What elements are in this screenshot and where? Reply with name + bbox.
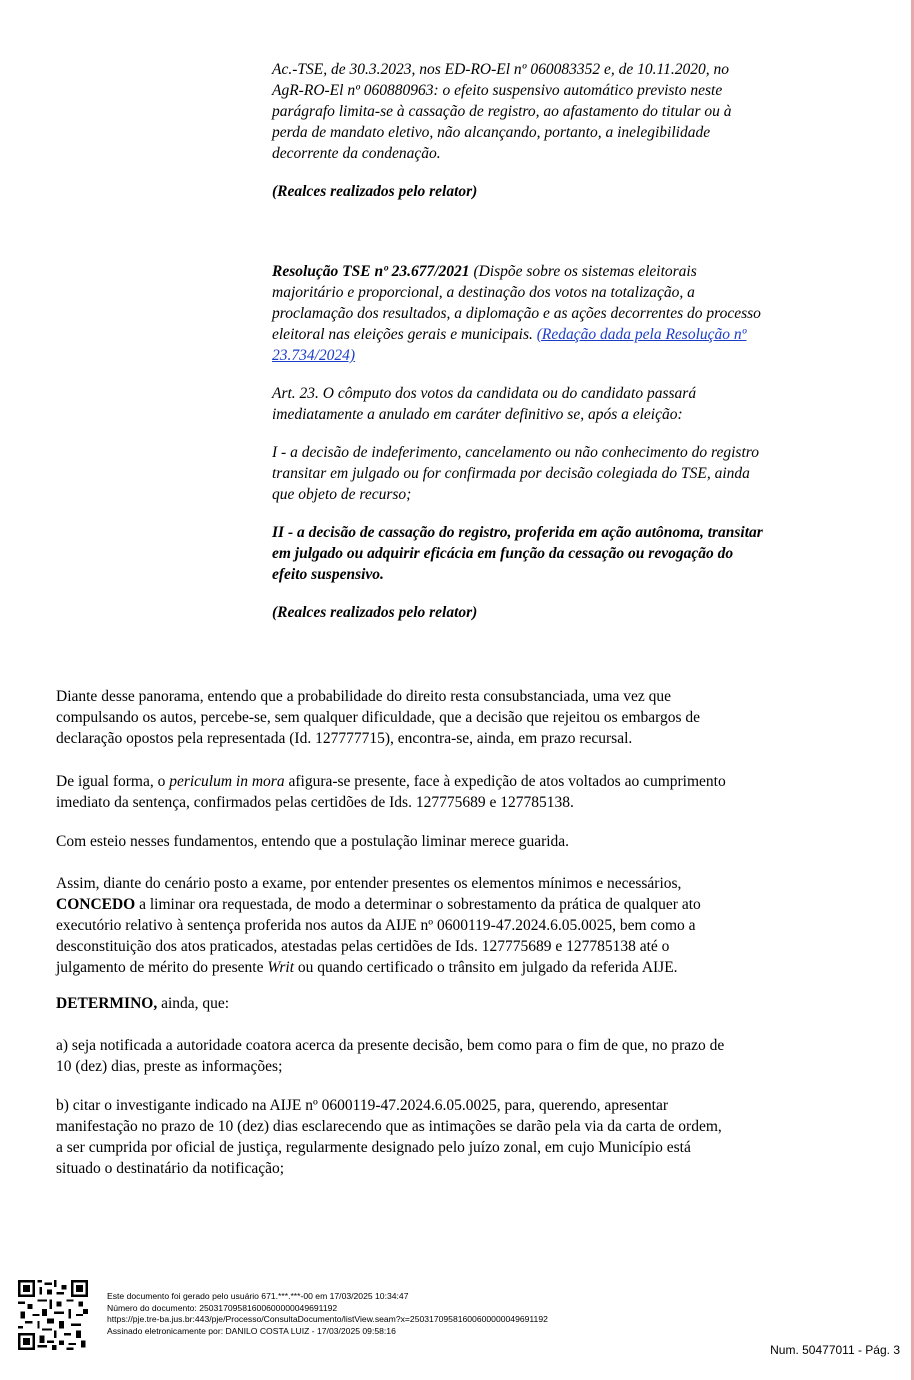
quote-line: perda de mandato eletivo, não alcançando, portanto, a inelegibilidade: [272, 124, 711, 141]
quote-block-resolution: [272, 261, 862, 623]
item-i-line: I - a decisão de indeferimento, cancelamento ou não conhecimento do registro: [272, 444, 759, 461]
art23-line: imediatamente a anulado em caráter definitivo se, após a eleição:: [272, 406, 683, 423]
determino-label: DETERMINO,: [56, 995, 158, 1012]
body-line: [56, 957, 856, 978]
paragraph-item-a: [56, 1035, 856, 1077]
writ-term: Writ: [267, 959, 295, 976]
paragraph-esteio: [56, 831, 856, 852]
body-line: Diante desse panorama, entendo que a probabilidade do direito resta consubstanciada, uma vez que: [56, 688, 672, 705]
item-i-line: que objeto de recurso;: [272, 486, 412, 503]
redacao-link[interactable]: (Redação dada pela Resolução nº: [536, 326, 747, 343]
body-line: 10 (dez) dias, preste as informações;: [56, 1058, 283, 1075]
body-text: De igual forma, o: [56, 773, 170, 790]
paragraph-periculum: [56, 771, 856, 813]
body-line: [56, 993, 856, 1014]
art23-line: Art. 23. O cômputo dos votos da candidata ou do candidato passará: [272, 385, 697, 402]
concedo-label: CONCEDO: [56, 896, 136, 913]
body-line: compulsando os autos, percebe-se, sem qualquer dificuldade, que a decisão que rejeitou os embargos de: [56, 709, 701, 726]
quote-line: majoritário e proporcional, a destinação dos votos na totalização, a: [272, 284, 695, 301]
body-line: imediato da sentença, confirmados pelas certidões de Ids. 127775689 e 127785138.: [56, 794, 574, 811]
resolution-heading: [272, 261, 862, 282]
footer-signature: Assinado eletronicamente por: DANILO COSTA LUIZ - 17/03/2025 09:58:16: [107, 1325, 396, 1336]
item-i-line: transitar em julgado ou for confirmada por decisão colegiada do TSE, ainda: [272, 465, 750, 482]
footer-url[interactable]: https://pje.tre-ba.jus.br:443/pje/Processo/ConsultaDocumento/listView.seam?x=25031709581600600000049691192: [107, 1314, 548, 1325]
footer-generated-by: Este documento foi gerado pelo usuário 671.***.***-00 em 17/03/2025 10:34:47: [107, 1291, 409, 1301]
body-line: [56, 771, 856, 792]
body-line: declaração opostos pela representada (Id. 127777715), encontra-se, ainda, em prazo recursal.: [56, 730, 633, 747]
body-line: manifestação no prazo de 10 (dez) dias esclarecendo que as intimações se darão pela via da carta de ordem,: [56, 1118, 722, 1135]
resolution-title: Resolução TSE nº 23.677/2021: [272, 263, 470, 280]
item-ii-line: efeito suspensivo.: [272, 566, 384, 583]
quote-line: AgR-RO-El nº 060880963: o efeito suspensivo automático previsto neste: [272, 82, 723, 99]
quote-line: Ac.-TSE, de 30.3.2023, nos ED-RO-El nº 060083352 e, de 10.11.2020, no: [272, 61, 729, 78]
body-line: Com esteio nesses fundamentos, entendo que a postulação liminar merece guarida.: [56, 833, 570, 850]
paragraph-item-b: [56, 1095, 856, 1179]
body-text: afigura-se presente, face à expedição de atos voltados ao cumprimento: [284, 773, 726, 790]
resolution-desc: (Dispõe sobre os sistemas eleitorais: [473, 263, 697, 280]
body-line: [56, 894, 856, 915]
periculum-term: periculum in mora: [169, 773, 285, 790]
document-footer: [107, 1291, 548, 1337]
paragraph-panorama: [56, 686, 856, 749]
highlight-note: (Realces realizados pelo relator): [272, 604, 478, 621]
body-text: a liminar ora requestada, de modo a determinar o sobrestamento da prática de qualquer ato: [135, 896, 701, 913]
quote-text: eleitoral nas eleições gerais e municipais.: [272, 326, 533, 343]
body-line: situado o destinatário da notificação;: [56, 1160, 285, 1177]
body-text: ainda, que:: [157, 995, 230, 1012]
footer-doc-number: Número do documento: 25031709581600600000049691192: [107, 1302, 338, 1313]
body-line: executório relativo à sentença proferida nos autos da AIJE nº 0600119-47.2024.6.05.0025, bem como a: [56, 917, 696, 934]
highlight-note: (Realces realizados pelo relator): [272, 183, 478, 200]
body-text: ou quando certificado o trânsito em julgado da referida AIJE.: [294, 959, 678, 976]
item-ii-line: II - a decisão de cassação do registro, proferida em ação autônoma, transitar: [272, 524, 763, 541]
quote-line: [272, 324, 862, 345]
paragraph-determino: [56, 993, 856, 1014]
redacao-link-continued[interactable]: 23.734/2024): [272, 347, 356, 364]
quote-line: proclamação dos resultados, a diplomação e as ações decorrentes do processo: [272, 305, 761, 322]
quote-block-jurisprudence: [272, 59, 862, 202]
qr-code-icon: [18, 1280, 88, 1350]
item-ii-line: em julgado ou adquirir eficácia em função da cessação ou revogação do: [272, 545, 734, 562]
quote-line: decorrente da condenação.: [272, 145, 441, 162]
body-line: Assim, diante do cenário posto a exame, por entender presentes os elementos mínimos e necessários,: [56, 875, 682, 892]
body-line: a ser cumprida por oficial de justiça, regularmente designado pelo juízo zonal, em cujo Município está: [56, 1139, 691, 1156]
page-number: Num. 50477011 - Pág. 3: [770, 1343, 900, 1357]
body-line: desconstituição dos atos praticados, atestadas pelas certidões de Ids. 127775689 e 127785138 até o: [56, 938, 670, 955]
body-text: julgamento de mérito do presente: [56, 959, 268, 976]
paragraph-concedo: [56, 873, 856, 978]
body-line: b) citar o investigante indicado na AIJE nº 0600119-47.2024.6.05.0025, para, querendo, apresentar: [56, 1097, 669, 1114]
quote-line: parágrafo limita-se à cassação de registro, ao afastamento do titular ou à: [272, 103, 732, 120]
quote-line: [272, 345, 862, 366]
body-line: a) seja notificada a autoridade coatora acerca da presente decisão, bem como para o fim de que, no prazo de: [56, 1037, 725, 1054]
